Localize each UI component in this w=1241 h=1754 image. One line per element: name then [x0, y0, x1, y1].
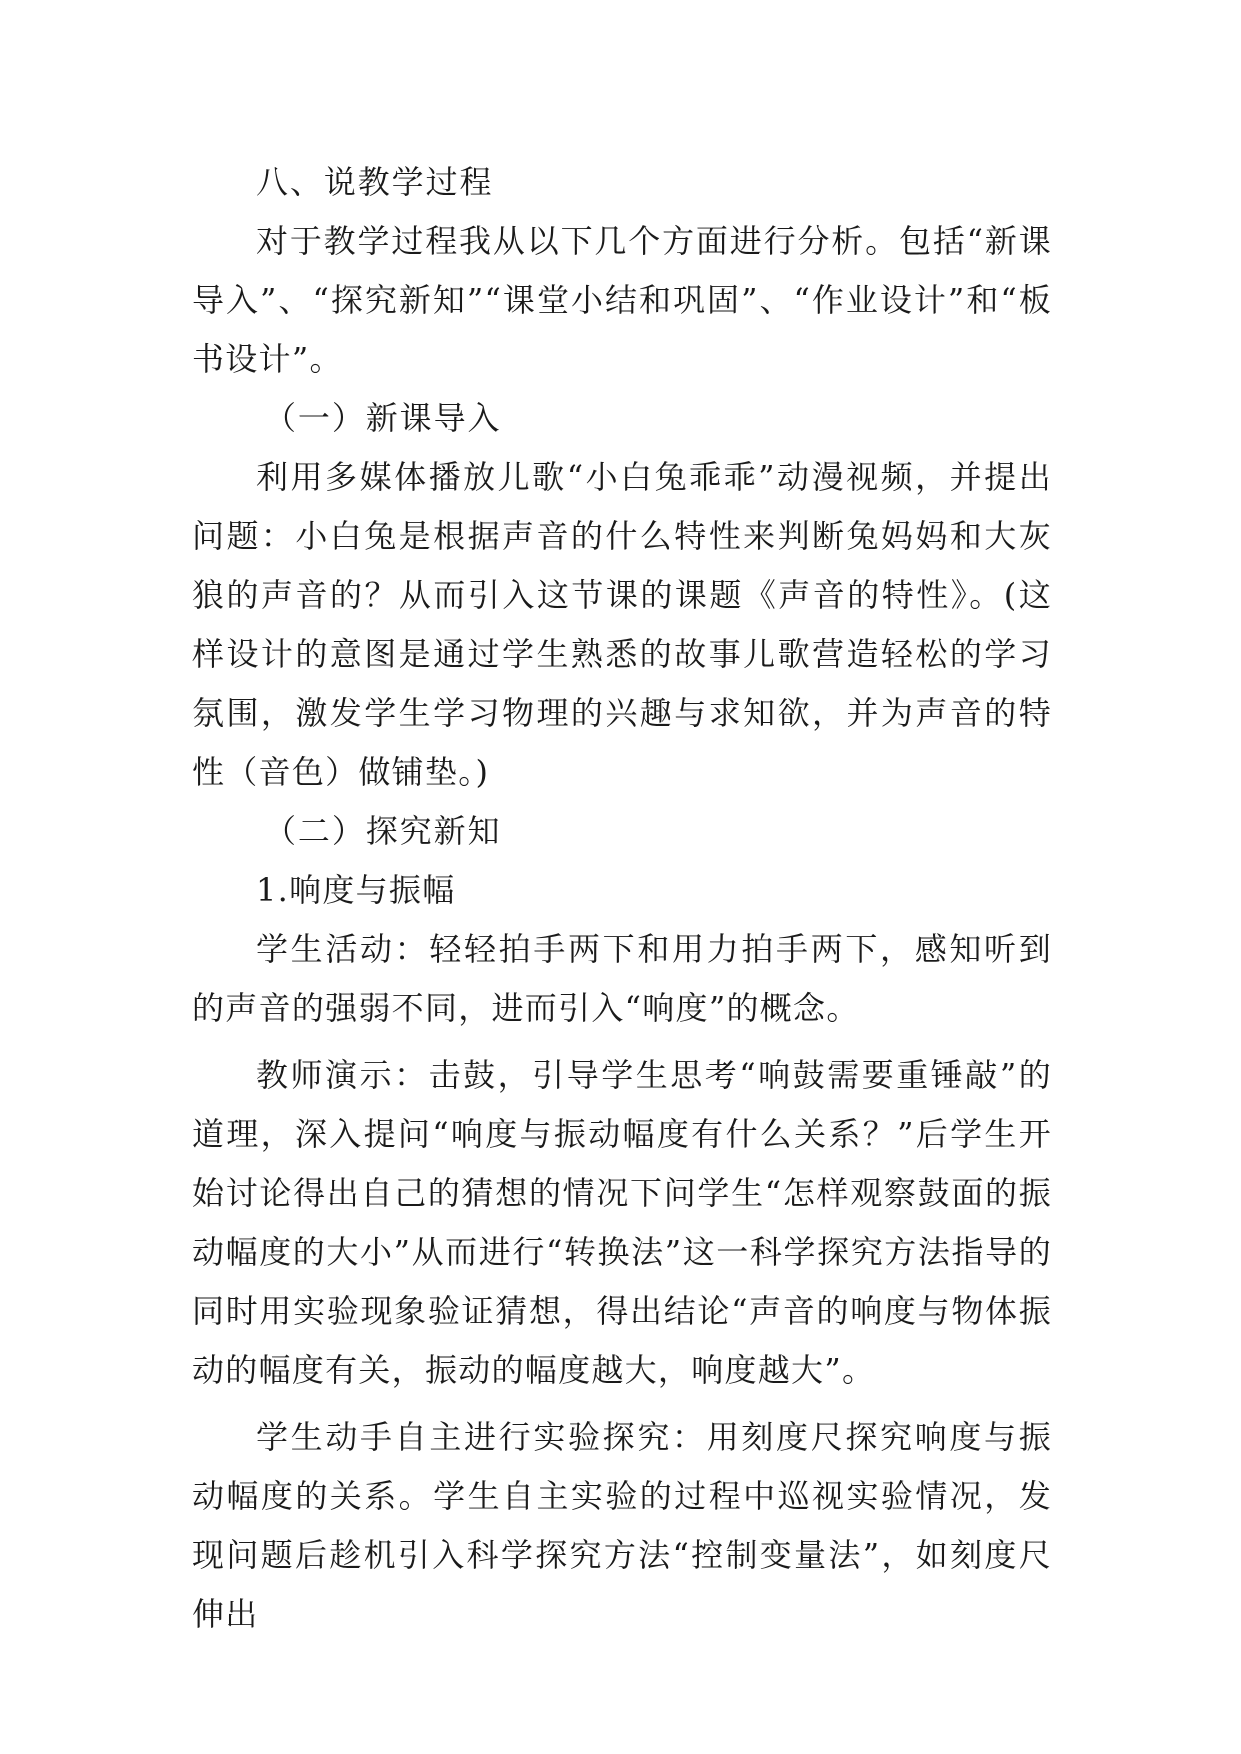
part2-title: （二）探究新知	[264, 812, 502, 850]
part2-paragraph-1: 学生活动：轻轻拍手两下和用力拍手两下，感知听到的声音的强弱不同，进而引入“响度”的概念。	[192, 930, 1052, 1027]
part2-paragraph-2: 教师演示：击鼓，引导学生思考“响鼓需要重锤敲”的道理，深入提问“响度与振动幅度有什么关系？”后学生开始讨论得出自己的猜想的情况下问学生“怎样观察鼓面的振动幅度的大小”从而进行“转换法”这一科学探究方法指导的同时用实验现象验证猜想，得出结论“声音的响度与物体振动的幅度有关，振动的幅度越大，响度越大”。	[192, 1056, 1052, 1389]
part1-title: （一）新课导入	[264, 399, 502, 437]
section-title: 八、说教学过程	[256, 163, 494, 201]
paragraph-gap	[192, 1038, 1052, 1046]
document-body	[192, 153, 1052, 1644]
intro-paragraph: 对于教学过程我从以下几个方面进行分析。包括“新课导入”、“探究新知”“课堂小结和巩固”、“作业设计”和“板书设计”。	[192, 222, 1052, 378]
part1-paragraph: 利用多媒体播放儿歌“小白兔乖乖”动漫视频，并提出问题：小白兔是根据声音的什么特性来判断兔妈妈和大灰狼的声音的？从而引入这节课的课题《声音的特性》。(这样设计的意图是通过学生熟悉的故事儿歌营造轻松的学习氛围，激发学生学习物理的兴趣与求知欲，并为声音的特性（音色）做铺垫。)	[192, 458, 1052, 791]
part2-paragraph-3: 学生动手自主进行实验探究：用刻度尺探究响度与振动幅度的关系。学生自主实验的过程中巡视实验情况，发现问题后趁机引入科学探究方法“控制变量法”，如刻度尺伸出	[192, 1418, 1052, 1633]
paragraph-gap	[192, 1400, 1052, 1408]
item1-title: 1.响度与振幅	[256, 871, 456, 909]
